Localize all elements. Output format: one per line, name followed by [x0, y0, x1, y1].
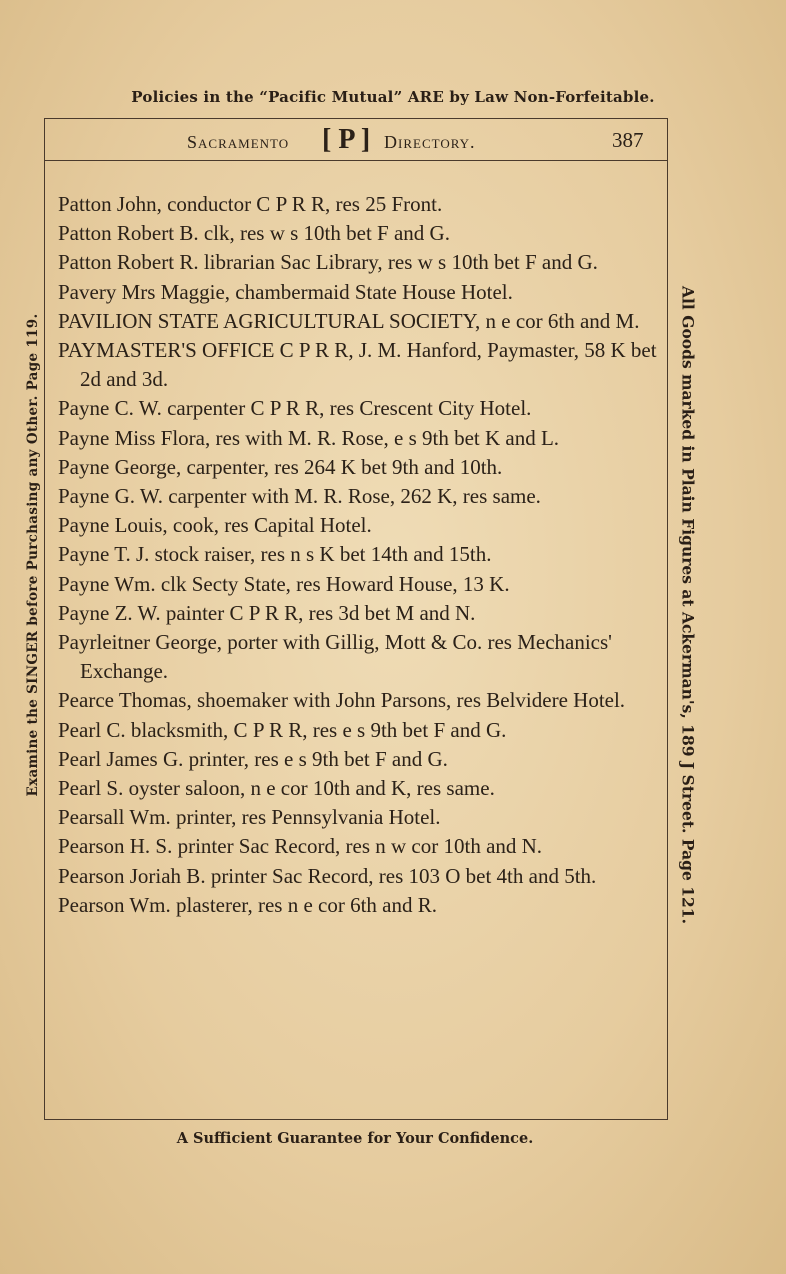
running-head-letter: [ P ]: [322, 124, 371, 155]
running-head: [44, 124, 668, 162]
directory-entry: Patton Robert B. clk, res w s 10th bet F and G.: [58, 221, 450, 246]
directory-entry: Pearl James G. printer, res e s 9th bet F and G.: [58, 746, 448, 771]
running-head-title: Directory.: [384, 132, 476, 152]
directory-entry: Patton John, conductor C P R R, res 25 Front.: [58, 192, 443, 216]
directory-entry: Payne George, carpenter, res 264 K bet 9th and 10th.: [58, 454, 503, 479]
directory-entry: Payne Wm. clk Secty State, res Howard House, 13 K.: [58, 571, 510, 596]
directory-entry: Pearson Joriah B. printer Sac Record, res 103 O bet 4th and 5th.: [58, 863, 597, 888]
directory-entries: [58, 190, 658, 920]
right-margin-text: All Goods marked in Plain Figures at Ackerman's, 189 J Street. Page 121.: [678, 286, 698, 924]
directory-entry: PAVILION STATE AGRICULTURAL SOCIETY, n e cor 6th and M.: [58, 308, 640, 333]
left-margin-advertisement: [22, 220, 44, 890]
top-advertisement: Policies in the “Pacific Mutual” ARE by Law Non-Forfeitable.: [131, 88, 655, 106]
directory-entry: Payrleitner George, porter with Gillig, Mott & Co. res Mechanics' Exchange.: [58, 630, 612, 684]
directory-entry: Payne Louis, cook, res Capital Hotel.: [58, 513, 372, 538]
directory-entry: PAYMASTER'S OFFICE C P R R, J. M. Hanford, Paymaster, 58 K bet 2d and 3d.: [58, 338, 657, 392]
directory-entry: Pearson H. S. printer Sac Record, res n w cor 10th and N.: [58, 834, 543, 859]
directory-entry: Payne C. W. carpenter C P R R, res Crescent City Hotel.: [58, 396, 532, 421]
directory-entry: Pavery Mrs Maggie, chambermaid State House Hotel.: [58, 279, 513, 304]
header-rule: [44, 160, 668, 161]
directory-entry: Pearsall Wm. printer, res Pennsylvania Hotel.: [58, 805, 441, 830]
left-margin-text: Examine the SINGER before Purchasing any Other. Page 119.: [25, 313, 41, 797]
directory-entry: Patton Robert R. librarian Sac Library, res w s 10th bet F and G.: [58, 250, 598, 275]
running-head-city: Sacramento: [187, 132, 290, 152]
bottom-advertisement: A Sufficient Guarantee for Your Confidence.: [176, 1130, 534, 1147]
directory-entry: Pearl S. oyster saloon, n e cor 10th and K, res same.: [58, 776, 495, 801]
directory-entry: Payne T. J. stock raiser, res n s K bet 14th and 15th.: [58, 542, 492, 567]
directory-entry: Payne G. W. carpenter with M. R. Rose, 262 K, res same.: [58, 484, 541, 509]
directory-entry: Payne Miss Flora, res with M. R. Rose, e s 9th bet K and L.: [58, 425, 560, 450]
directory-entry: Pearce Thomas, shoemaker with John Parsons, res Belvidere Hotel.: [58, 688, 626, 713]
page-number: 387: [612, 128, 644, 152]
directory-entry: Pearl C. blacksmith, C P R R, res e s 9th bet F and G.: [58, 717, 507, 742]
directory-entry: Payne Z. W. painter C P R R, res 3d bet M and N.: [58, 600, 476, 625]
right-margin-advertisement: [674, 220, 702, 990]
directory-entry: Pearson Wm. plasterer, res n e cor 6th and R.: [58, 892, 437, 917]
